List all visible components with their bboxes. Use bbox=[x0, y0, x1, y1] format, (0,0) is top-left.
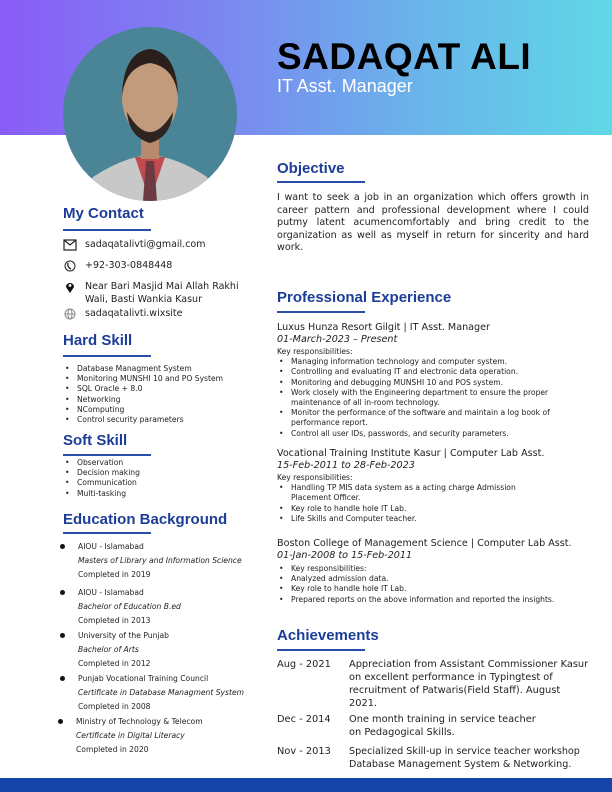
edu-completed: Completed in 2020 bbox=[76, 745, 149, 754]
edu-completed: Completed in 2019 bbox=[78, 570, 151, 579]
list-item: • Prepared reports on the above information and reported the insights. bbox=[277, 595, 557, 605]
list-item: • Life Skills and Computer teacher. bbox=[277, 514, 597, 524]
divider bbox=[63, 229, 151, 231]
profile-photo bbox=[63, 27, 237, 201]
list-item: • Networking bbox=[63, 395, 223, 405]
hard-skill-list bbox=[63, 364, 223, 425]
divider bbox=[277, 649, 365, 651]
bullet bbox=[60, 590, 65, 595]
edu-degree: Certificate in Digital Literacy bbox=[76, 731, 185, 740]
education-item bbox=[60, 540, 242, 582]
achievement-date: Dec - 2014 bbox=[277, 714, 331, 725]
edu-completed: Completed in 2012 bbox=[78, 659, 151, 668]
list-item: • NComputing bbox=[63, 405, 223, 415]
list-item: • Decision making bbox=[63, 468, 140, 478]
list-item: • Communication bbox=[63, 478, 140, 488]
job-dates: 01-March-2023 – Present bbox=[277, 334, 398, 345]
achievement-date: Nov - 2013 bbox=[277, 746, 331, 757]
education-heading: Education Background bbox=[63, 511, 228, 528]
list-item: • Key role to handle hole IT Lab. bbox=[277, 584, 607, 594]
education-item bbox=[60, 629, 169, 671]
list-item: • Managing information technology and computer system. bbox=[277, 357, 597, 367]
job-heading: Luxus Hunza Resort Gilgit | IT Asst. Manager bbox=[277, 322, 490, 333]
achievement-text: Appreciation from Assistant Commissioner Kasur on excellent performance in Typingtest of recruitment of Patwaris(Field Staff). August 2021. bbox=[349, 659, 589, 709]
achievement-text: One month training in service teacher on Pedagogical Skills. bbox=[349, 714, 536, 738]
edu-completed: Completed in 2013 bbox=[78, 616, 151, 625]
job-entry bbox=[277, 321, 597, 439]
experience-heading: Professional Experience bbox=[277, 289, 452, 306]
divider bbox=[63, 454, 151, 456]
list-item: • Monitor the performance of the software and maintain a log book of performance report. bbox=[277, 408, 577, 428]
soft-skill-heading: Soft Skill bbox=[63, 432, 128, 449]
list-item: • Multi-tasking bbox=[63, 489, 140, 499]
objective-heading: Objective bbox=[277, 160, 345, 177]
contact-address-line2: Wali, Basti Wankia Kasur bbox=[85, 294, 202, 305]
list-item: • Control security parameters bbox=[63, 415, 223, 425]
list-item: • Work closely with the Engineering department to ensure the proper maintenance of all in-room technology. bbox=[277, 388, 557, 408]
bullet bbox=[60, 676, 65, 681]
list-item: • Key role to handle hole IT Lab. bbox=[277, 504, 597, 514]
job-responsibilities bbox=[277, 483, 597, 524]
edu-school: AIOU - Islamabad bbox=[78, 588, 144, 597]
education-item bbox=[58, 715, 203, 757]
soft-skill-list bbox=[63, 458, 140, 499]
bullet bbox=[60, 633, 65, 638]
location-pin-icon bbox=[63, 281, 77, 293]
hard-skill-heading: Hard Skill bbox=[63, 332, 133, 349]
candidate-role: IT Asst. Manager bbox=[277, 76, 413, 96]
job-label: Key responsibilities: bbox=[277, 473, 353, 482]
achievement-date: Aug - 2021 bbox=[277, 659, 331, 670]
divider bbox=[277, 311, 365, 313]
divider bbox=[63, 355, 151, 357]
job-entry bbox=[277, 447, 597, 524]
achievement-text: Specialized Skill-up in service teacher workshop Database Management System & Networking. bbox=[349, 746, 580, 770]
edu-degree: Bachelor of Education B.ed bbox=[78, 602, 181, 611]
contact-phone: +92-303-0848448 bbox=[85, 260, 173, 271]
email-icon bbox=[63, 239, 77, 251]
contact-heading: My Contact bbox=[63, 205, 144, 222]
list-item: • Observation bbox=[63, 458, 140, 468]
list-item: • Handling TP MIS data system as a acting charge Admission Placement Officer. bbox=[277, 483, 557, 503]
job-label: Key responsibilities: bbox=[277, 347, 353, 356]
bullet bbox=[60, 544, 65, 549]
edu-school: Ministry of Technology & Telecom bbox=[76, 717, 203, 726]
list-item: • Key responsibilities: bbox=[277, 564, 607, 574]
edu-degree: Bachelor of Arts bbox=[78, 645, 139, 654]
list-item: • Controlling and evaluating IT and electronic data operation. bbox=[277, 367, 597, 377]
job-heading: Vocational Training Institute Kasur | Computer Lab Asst. bbox=[277, 448, 545, 459]
achievements-heading: Achievements bbox=[277, 627, 379, 644]
list-item: • Analyzed admission data. bbox=[277, 574, 607, 584]
list-item: • SQL Oracle + 8.0 bbox=[63, 384, 223, 394]
job-dates: 01-Jan-2008 to 15-Feb-2011 bbox=[277, 550, 413, 561]
job-entry bbox=[277, 537, 607, 605]
edu-degree: Certificate in Database Managment System bbox=[78, 688, 245, 697]
divider bbox=[277, 181, 365, 183]
edu-school: University of the Punjab bbox=[78, 631, 169, 640]
phone-icon bbox=[63, 260, 77, 272]
list-item: • Monitoring and debugging MUNSHI 10 and POS system. bbox=[277, 378, 597, 388]
bullet bbox=[58, 719, 63, 724]
globe-icon bbox=[63, 308, 77, 320]
education-item bbox=[60, 586, 181, 628]
footer-bar bbox=[0, 778, 612, 792]
edu-completed: Completed in 2008 bbox=[78, 702, 151, 711]
contact-website[interactable]: sadaqatalivti.wixsite bbox=[85, 308, 183, 319]
divider bbox=[63, 532, 151, 534]
job-dates: 15-Feb-2011 to 28-Feb-2023 bbox=[277, 460, 415, 471]
job-responsibilities bbox=[277, 564, 607, 605]
job-responsibilities bbox=[277, 357, 597, 439]
job-heading: Boston College of Management Science | Computer Lab Asst. bbox=[277, 538, 572, 549]
edu-school: Punjab Vocational Training Council bbox=[78, 674, 209, 683]
contact-address-line1: Near Bari Masjid Mai Allah Rakhi bbox=[85, 281, 239, 292]
contact-email[interactable]: sadaqatalivti@gmail.com bbox=[85, 239, 206, 250]
list-item: • Database Managment System bbox=[63, 364, 223, 374]
list-item: • Monitoring MUNSHI 10 and PO System bbox=[63, 374, 223, 384]
candidate-name: SADAQAT ALI bbox=[277, 36, 532, 77]
education-item bbox=[60, 672, 244, 714]
edu-school: AIOU - Islamabad bbox=[78, 542, 144, 551]
list-item: • Control all user IDs, passwords, and security parameters. bbox=[277, 429, 597, 439]
edu-degree: Masters of Library and Information Science bbox=[78, 556, 242, 565]
objective-text: I want to seek a job in an organization which offers growth in career pattern and professional development where I could putmy latent acumencomfortably and bring credit to the organization as well as myself in return for sincerity and hard work. bbox=[277, 192, 589, 254]
